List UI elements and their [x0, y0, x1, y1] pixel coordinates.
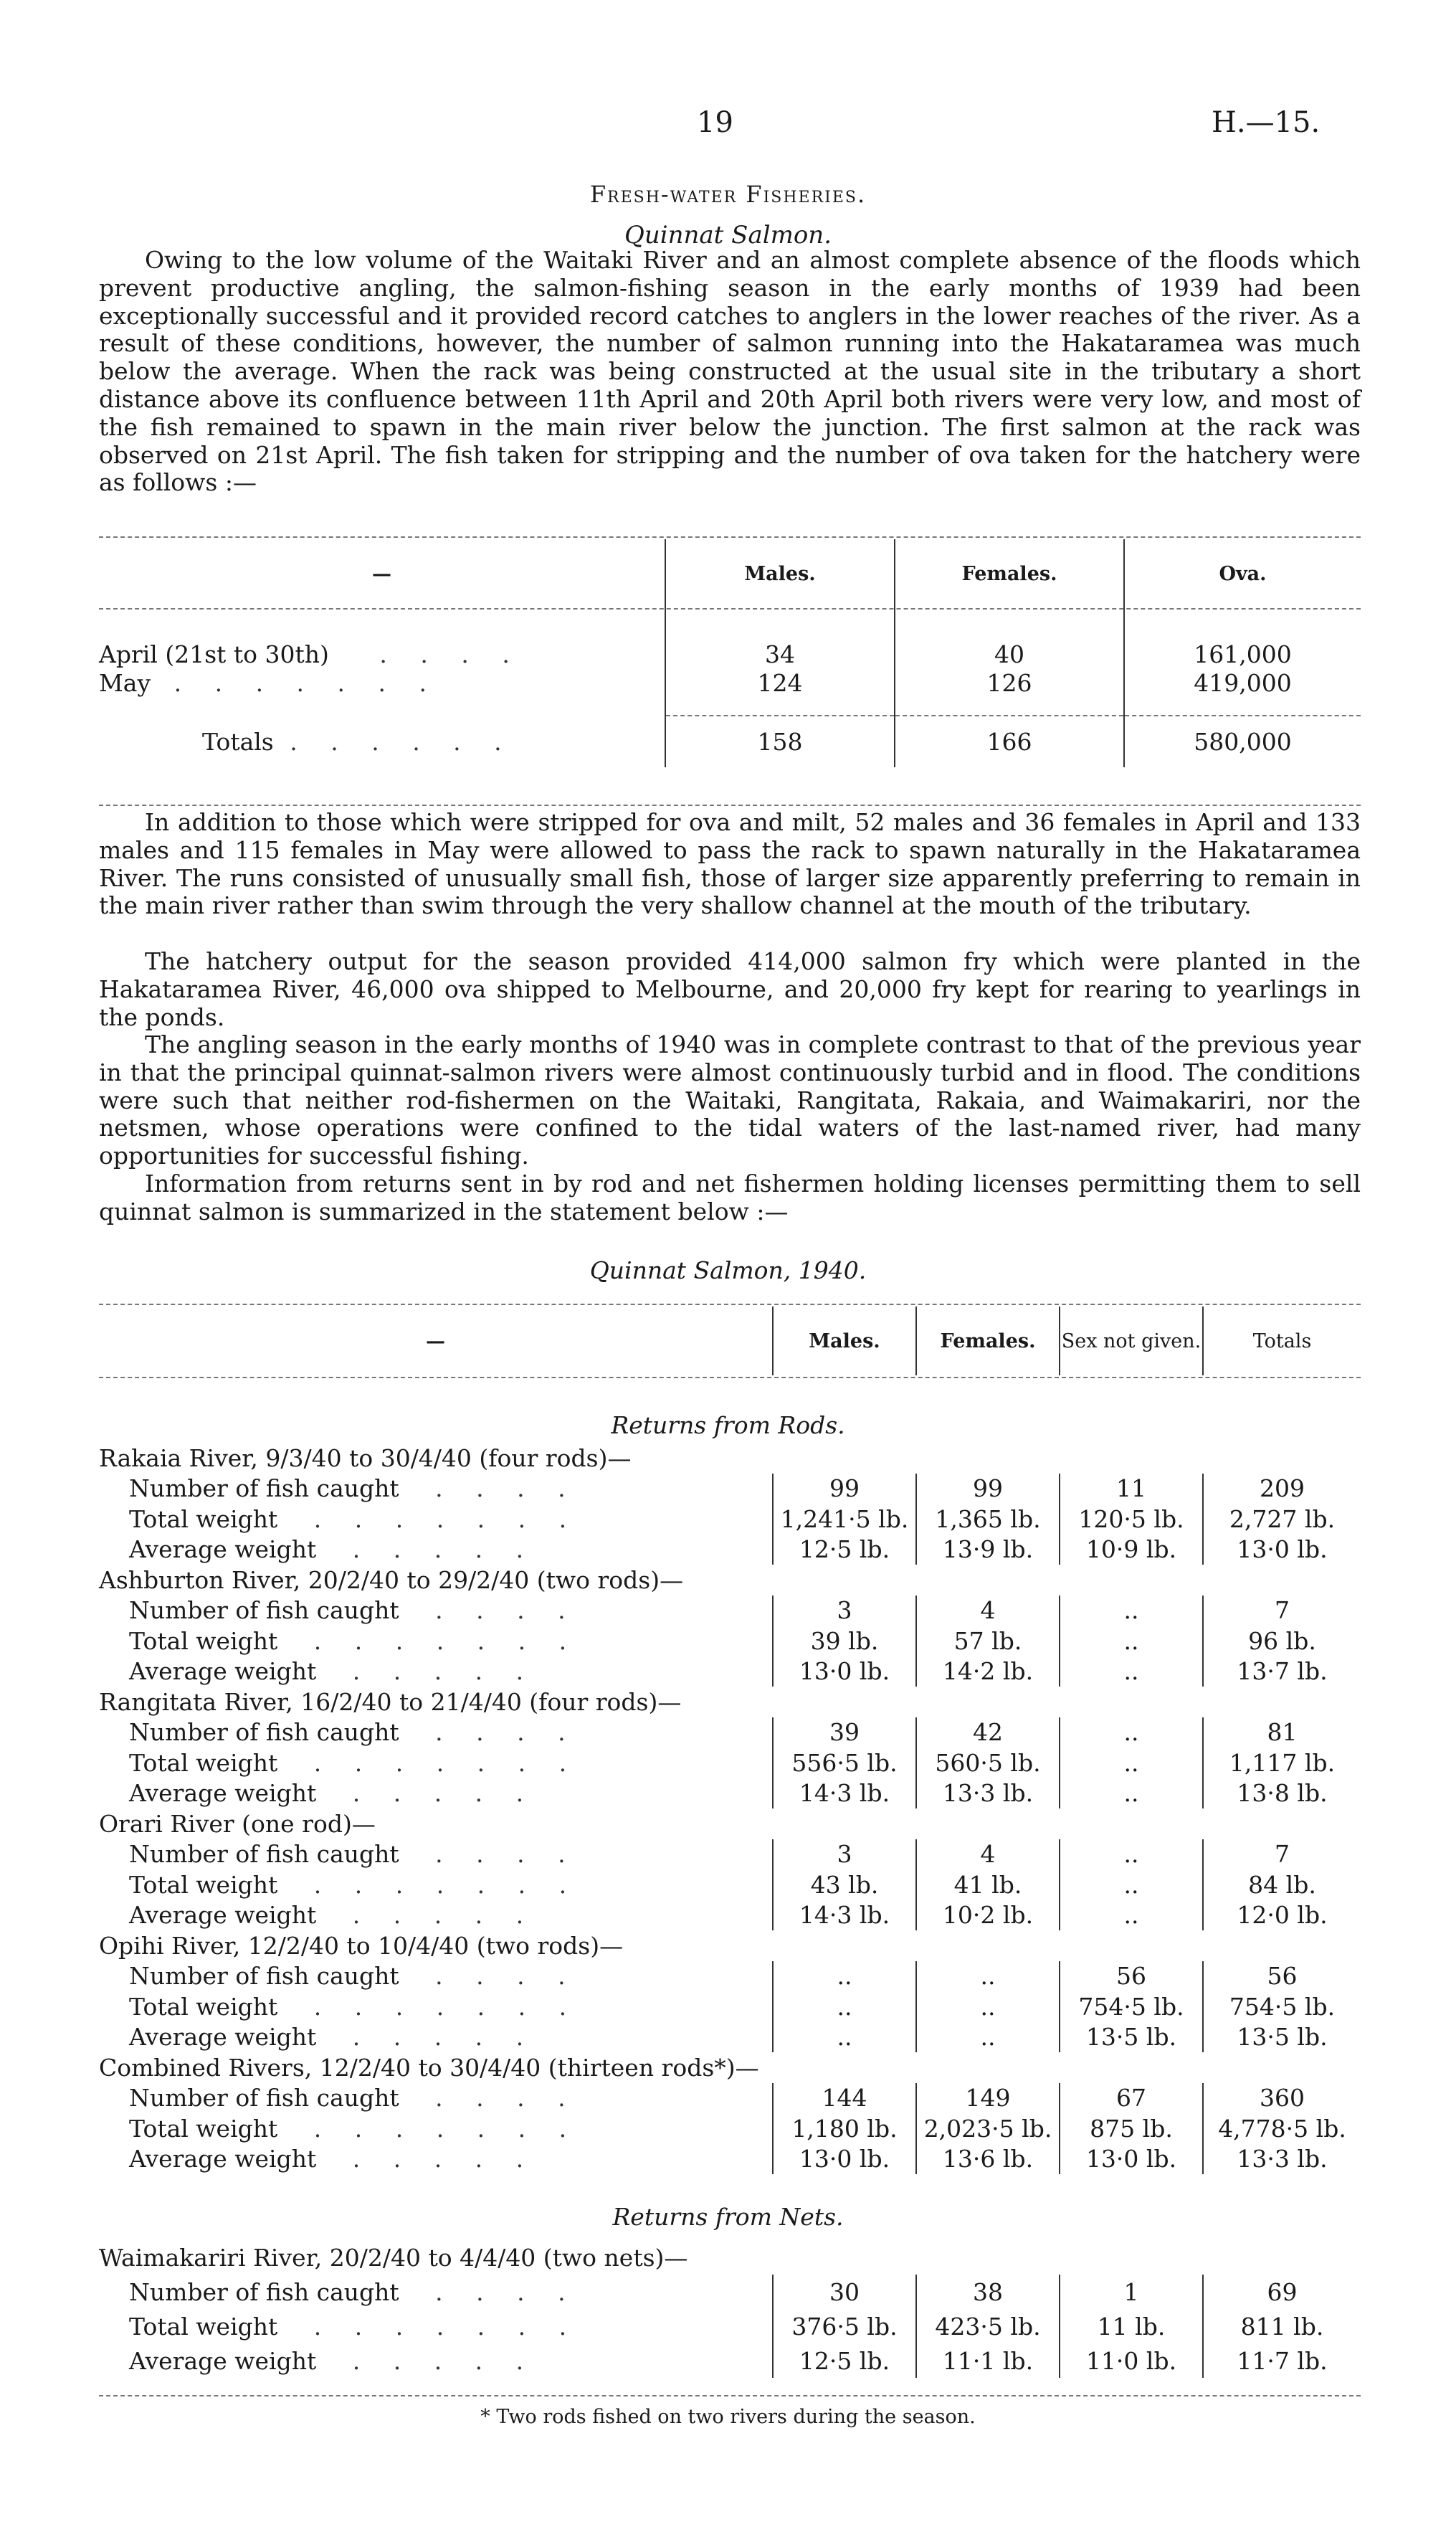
leader-dots: . . . . .: [352, 1657, 537, 1686]
row-label-cell: [99, 1839, 773, 1870]
cell-females: 42: [916, 1717, 1060, 1748]
row-label: Total weight: [129, 1992, 278, 2021]
cell-females: ..: [916, 2022, 1060, 2053]
river-heading-row: [99, 1565, 1361, 1595]
cell-totals: 13·3 lb.: [1203, 2144, 1361, 2175]
cell-males: 12·5 lb.: [773, 1535, 916, 1565]
leader-dots: . . . .: [435, 2277, 579, 2306]
river-heading: Ashburton River, 20/2/40 to 29/2/40 (two rods)—: [99, 1565, 684, 1594]
leader-dots: . . . . . . .: [313, 1626, 580, 1655]
cell-sex-not-given: ..: [1060, 1748, 1203, 1778]
cell-totals: 69: [1203, 2275, 1361, 2309]
leader-dots: . . . .: [435, 1596, 579, 1625]
table-row: [99, 1961, 1361, 1992]
leader-dots: . . . . . . .: [313, 1992, 580, 2021]
table1-top-rule: [99, 536, 1361, 538]
table-row: [99, 2144, 1361, 2175]
leader-dots: . . . .: [435, 1840, 579, 1869]
table-row: [99, 1991, 1361, 2022]
table2-header-rule: [99, 1377, 1361, 1378]
cell-sex-not-given: ..: [1060, 1839, 1203, 1870]
nets-heading: Returns from Nets.: [612, 2203, 844, 2231]
cell-totals: 84 lb.: [1203, 1869, 1361, 1900]
cell-males: 12·5 lb.: [773, 2343, 916, 2378]
table-row: [99, 640, 1361, 668]
table1-header-rule: [99, 608, 1361, 610]
cell-males: 13·0 lb.: [773, 2144, 916, 2175]
total-females: 166: [895, 716, 1124, 767]
total-males: 158: [665, 716, 895, 767]
table-row: [99, 1535, 1361, 1565]
leader-dots: . . . . . . .: [313, 1870, 580, 1899]
cell-totals: 96 lb.: [1203, 1626, 1361, 1656]
cell-sex-not-given: 56: [1060, 1961, 1203, 1992]
cell-sex-not-given: ..: [1060, 1595, 1203, 1626]
leader-dots: . . . . .: [352, 2023, 537, 2052]
row-label: April (21st to 30th): [99, 640, 329, 668]
row-label: Average weight: [129, 2145, 317, 2173]
table-row: [99, 2083, 1361, 2114]
table-row: [99, 1778, 1361, 1809]
cell-females: ..: [916, 1961, 1060, 1992]
row-label: Number of fish caught: [129, 1596, 399, 1625]
cell-totals: 754·5 lb.: [1203, 1991, 1361, 2022]
row-label: May: [99, 668, 151, 697]
cell-sex-not-given: ..: [1060, 1626, 1203, 1656]
cell-females: 560·5 lb.: [916, 1748, 1060, 1778]
table-row: [99, 1474, 1361, 1504]
cell-females: 41 lb.: [916, 1869, 1060, 1900]
cell-females: 423·5 lb.: [916, 2309, 1060, 2343]
row-label-cell: [99, 1626, 773, 1656]
row-label-cell: [99, 1717, 773, 1748]
cell-totals: 7: [1203, 1595, 1361, 1626]
row-label: Average weight: [129, 2023, 317, 2052]
cell-totals: 13·8 lb.: [1203, 1778, 1361, 1809]
table-row: [99, 2309, 1361, 2343]
river-heading-row: [99, 1443, 1361, 1474]
leader-dots: . . . . . . .: [313, 1748, 580, 1777]
cell-males: 1,241·5 lb.: [773, 1504, 916, 1535]
total-ova: 580,000: [1124, 716, 1361, 767]
table-row: [99, 1717, 1361, 1748]
cell-sex-not-given: 13·0 lb.: [1060, 2144, 1203, 2175]
cell-ova: 161,000: [1124, 640, 1361, 668]
row-label-cell: [99, 2275, 773, 2309]
cell-females: ..: [916, 1991, 1060, 2022]
row-label: Average weight: [129, 1779, 317, 1808]
rods-table: [99, 1443, 1361, 2174]
cell-males: 43 lb.: [773, 1869, 916, 1900]
cell-females: 40: [895, 640, 1124, 668]
river-heading-row: [99, 1687, 1361, 1717]
row-label: Average weight: [129, 1657, 317, 1686]
paragraph-3: The hatchery output for the season provided 414,000 salmon fry which were planted in the Hakataramea River, 46,000 ova shipped to Melbourne, and 20,000 fry kept for rearing to yearlings in the ponds.: [99, 947, 1361, 1031]
cell-totals: 12·0 lb.: [1203, 1900, 1361, 1931]
cell-sex-not-given: 1: [1060, 2275, 1203, 2309]
cell-sex-not-given: ..: [1060, 1717, 1203, 1748]
leader-dots: . . . . .: [352, 2346, 537, 2375]
river-heading: Opihi River, 12/2/40 to 10/4/40 (two rods)—: [99, 1931, 624, 1960]
cell-totals: 56: [1203, 1961, 1361, 1992]
cell-females: 99: [916, 1474, 1060, 1504]
cell-males: 99: [773, 1474, 916, 1504]
paragraph-1: Owing to the low volume of the Waitaki River and an almost complete absence of the floods which prevent productive angling, the salmon-fishing season in the early months of 1939 had been exceptionally successful and it provided record catches to anglers in the lower reaches of the river. As a result of these conditions, however, the number of salmon running into the Hakataramea was much below the average. When the rack was being constructed at the usual site in the tributary a short distance above its confluence between 11th April and 20th April both rivers were very low, and most of the fish remained to spawn in the main river below the junction. The first salmon at the rack was observed on 21st April. The fish taken for stripping and the number of ova taken for the hatchery were as follows :—: [99, 246, 1361, 497]
section-title: Fresh-water Fisheries.: [589, 181, 867, 208]
row-label: Number of fish caught: [129, 1474, 399, 1503]
returns-header-totals: Totals: [1203, 1307, 1361, 1375]
row-label: Number of fish caught: [129, 1840, 399, 1869]
returns-header-males: Males.: [773, 1307, 916, 1375]
cell-females: 2,023·5 lb.: [916, 2113, 1060, 2144]
cell-totals: 7: [1203, 1839, 1361, 1870]
cell-sex-not-given: 11: [1060, 1474, 1203, 1504]
cell-males: 1,180 lb.: [773, 2113, 916, 2144]
page-number: 19: [697, 106, 733, 139]
row-label-cell: [99, 2022, 773, 2053]
row-label: Total weight: [129, 2114, 278, 2143]
cell-females: 14·2 lb.: [916, 1656, 1060, 1687]
leader-dots: . . . . . . .: [313, 2312, 580, 2341]
row-label-cell: [99, 1535, 773, 1565]
cell-females: 10·2 lb.: [916, 1900, 1060, 1931]
cell-males: 34: [665, 640, 895, 668]
leader-dots: . . . .: [435, 1962, 579, 1991]
totals-label: Totals: [202, 727, 274, 756]
table-row: [99, 2343, 1361, 2378]
cell-females: 149: [916, 2083, 1060, 2114]
row-label-cell: [99, 1474, 773, 1504]
document-reference: H.—15.: [1212, 106, 1321, 139]
row-label: Total weight: [129, 1748, 278, 1777]
table-row: [99, 2113, 1361, 2144]
cell-males: 3: [773, 1595, 916, 1626]
leader-dots: . . . . . .: [290, 727, 515, 756]
river-heading-row: [99, 2240, 1361, 2275]
row-label: Total weight: [129, 1504, 278, 1533]
cell-totals: 11·7 lb.: [1203, 2343, 1361, 2378]
row-label-cell: [99, 2113, 773, 2144]
leader-dots: . . . .: [435, 1474, 579, 1503]
cell-males: ..: [773, 2022, 916, 2053]
cell-males: 144: [773, 2083, 916, 2114]
table-row: [99, 1626, 1361, 1656]
table-row: [99, 1869, 1361, 1900]
cell-males: ..: [773, 1961, 916, 1992]
cell-males: 14·3 lb.: [773, 1900, 916, 1931]
ova-table: [99, 539, 1361, 767]
row-label: Number of fish caught: [129, 2084, 399, 2113]
row-label-cell: [99, 2343, 773, 2378]
river-heading-row: [99, 2052, 1361, 2083]
cell-females: 13·6 lb.: [916, 2144, 1060, 2175]
leader-dots: . . . .: [379, 640, 523, 668]
cell-males: 14·3 lb.: [773, 1778, 916, 1809]
cell-females: 4: [916, 1595, 1060, 1626]
row-label: Average weight: [129, 1535, 317, 1564]
cell-totals: 4,778·5 lb.: [1203, 2113, 1361, 2144]
cell-sex-not-given: 10·9 lb.: [1060, 1535, 1203, 1565]
ova-table-header-ova: Ova.: [1124, 539, 1361, 608]
cell-sex-not-given: 875 lb.: [1060, 2113, 1203, 2144]
subtitle: Quinnat Salmon.: [624, 221, 832, 250]
row-label-cell: [99, 1595, 773, 1626]
row-label: Total weight: [129, 1870, 278, 1899]
salmon-returns-header: [99, 1307, 1361, 1375]
totals-row: [99, 716, 1361, 767]
cell-males: 30: [773, 2275, 916, 2309]
cell-females: 57 lb.: [916, 1626, 1060, 1656]
cell-females: 1,365 lb.: [916, 1504, 1060, 1535]
rods-heading: Returns from Rods.: [611, 1411, 845, 1439]
leader-dots: . . . .: [435, 1718, 579, 1747]
paragraph-4: The angling season in the early months of 1940 was in complete contrast to that of the previous year in that the principal quinnat-salmon rivers were almost continuously turbid and in flood. The conditions were such that neither rod-fishermen on the Waitaki, Rangitata, Rakaia, and Waimakariri, nor the netsmen, whose operations were confined to the tidal waters of the last-named river, had many opportunities for successful fishing.: [99, 1030, 1361, 1170]
river-heading-row: [99, 1808, 1361, 1839]
river-heading: Waimakariri River, 20/2/40 to 4/4/40 (two nets)—: [99, 2243, 688, 2272]
river-heading: Combined Rivers, 12/2/40 to 30/4/40 (thirteen rods*)—: [99, 2053, 759, 2082]
cell-females: 38: [916, 2275, 1060, 2309]
returns-header-blank: —: [426, 1329, 445, 1352]
leader-dots: . . . . . . .: [313, 2114, 580, 2143]
table-row: [99, 1900, 1361, 1931]
table-row: [99, 1595, 1361, 1626]
cell-males: 124: [665, 668, 895, 697]
row-label-cell: [99, 1991, 773, 2022]
river-heading: Orari River (one rod)—: [99, 1809, 376, 1838]
cell-males: ..: [773, 1991, 916, 2022]
row-label: Number of fish caught: [129, 2277, 399, 2306]
cell-males: 556·5 lb.: [773, 1748, 916, 1778]
row-label: Total weight: [129, 1626, 278, 1655]
cell-totals: 811 lb.: [1203, 2309, 1361, 2343]
table2-title: Quinnat Salmon, 1940.: [589, 1256, 867, 1284]
row-label: Number of fish caught: [129, 1718, 399, 1747]
table-row: [99, 1748, 1361, 1778]
cell-totals: 13·5 lb.: [1203, 2022, 1361, 2053]
table-row: [99, 668, 1361, 697]
cell-sex-not-given: 11 lb.: [1060, 2309, 1203, 2343]
table2-bottom-rule: [99, 2395, 1361, 2396]
ova-table-header: [99, 539, 1361, 608]
table-row: [99, 2022, 1361, 2053]
cell-males: 39: [773, 1717, 916, 1748]
cell-males: 3: [773, 1839, 916, 1870]
footnote: * Two rods fished on two rivers during the season.: [480, 2406, 976, 2428]
river-heading-row: [99, 1930, 1361, 1961]
river-heading: Rangitata River, 16/2/40 to 21/4/40 (four rods)—: [99, 1687, 682, 1716]
row-label-cell: [99, 1900, 773, 1931]
cell-sex-not-given: 120·5 lb.: [1060, 1504, 1203, 1535]
cell-sex-not-given: 13·5 lb.: [1060, 2022, 1203, 2053]
cell-totals: 81: [1203, 1717, 1361, 1748]
leader-dots: . . . . .: [352, 1901, 537, 1930]
cell-totals: 360: [1203, 2083, 1361, 2114]
row-label-cell: [99, 1869, 773, 1900]
leader-dots: . . . . . . .: [173, 668, 439, 697]
cell-ova: 419,000: [1124, 668, 1361, 697]
row-label-cell: [99, 1748, 773, 1778]
cell-males: 39 lb.: [773, 1626, 916, 1656]
leader-dots: . . . . .: [352, 1779, 537, 1808]
cell-females: 13·3 lb.: [916, 1778, 1060, 1809]
row-label-cell: [99, 1504, 773, 1535]
nets-table: [99, 2240, 1361, 2378]
table-row: [99, 1504, 1361, 1535]
row-label-cell: [99, 2083, 773, 2114]
returns-header-sex-not-given: Sex not given.: [1060, 1307, 1203, 1375]
cell-males: 13·0 lb.: [773, 1656, 916, 1687]
cell-sex-not-given: ..: [1060, 1900, 1203, 1931]
returns-header-females: Females.: [916, 1307, 1060, 1375]
row-label-cell: [99, 1778, 773, 1809]
table1-bottom-rule: [99, 805, 1361, 806]
cell-sex-not-given: 67: [1060, 2083, 1203, 2114]
row-label-cell: [99, 2309, 773, 2343]
river-heading: Rakaia River, 9/3/40 to 30/4/40 (four rods)—: [99, 1443, 632, 1472]
cell-sex-not-given: 11·0 lb.: [1060, 2343, 1203, 2378]
ova-table-header-males: Males.: [665, 539, 895, 608]
ova-table-header-blank: —: [372, 562, 391, 585]
paragraph-5: Information from returns sent in by rod and net fishermen holding licenses permitting them to sell quinnat salmon is summarized in the statement below :—: [99, 1170, 1361, 1225]
cell-sex-not-given: 754·5 lb.: [1060, 1991, 1203, 2022]
cell-females: 126: [895, 668, 1124, 697]
leader-dots: . . . . .: [352, 2145, 537, 2173]
cell-totals: 209: [1203, 1474, 1361, 1504]
row-label: Total weight: [129, 2312, 278, 2341]
leader-dots: . . . .: [435, 2084, 579, 2113]
cell-sex-not-given: ..: [1060, 1778, 1203, 1809]
cell-females: 13·9 lb.: [916, 1535, 1060, 1565]
row-label: Number of fish caught: [129, 1962, 399, 1991]
row-label-cell: [99, 1656, 773, 1687]
table-row: [99, 1656, 1361, 1687]
cell-totals: 2,727 lb.: [1203, 1504, 1361, 1535]
paragraph-2: In addition to those which were stripped for ova and milt, 52 males and 36 females in April and 133 males and 115 females in May were allowed to pass the rack to spawn naturally in the Hakataramea River. The runs consisted of unusually small fish, those of larger size apparently preferring to remain in the main river rather than swim through the very shallow channel at the mouth of the tributary.: [99, 808, 1361, 920]
cell-males: 376·5 lb.: [773, 2309, 916, 2343]
table2-top-rule: [99, 1304, 1361, 1305]
cell-sex-not-given: ..: [1060, 1656, 1203, 1687]
row-label-cell: [99, 1961, 773, 1992]
leader-dots: . . . . . . .: [313, 1504, 580, 1533]
cell-totals: 13·7 lb.: [1203, 1656, 1361, 1687]
row-label: Average weight: [129, 1901, 317, 1930]
cell-totals: 13·0 lb.: [1203, 1535, 1361, 1565]
ova-table-header-females: Females.: [895, 539, 1124, 608]
cell-females: 4: [916, 1839, 1060, 1870]
cell-females: 11·1 lb.: [916, 2343, 1060, 2378]
row-label-cell: [99, 2144, 773, 2175]
leader-dots: . . . . .: [352, 1535, 537, 1564]
cell-sex-not-given: ..: [1060, 1869, 1203, 1900]
table-row: [99, 2275, 1361, 2309]
cell-totals: 1,117 lb.: [1203, 1748, 1361, 1778]
table-row: [99, 1839, 1361, 1870]
row-label: Average weight: [129, 2346, 317, 2375]
